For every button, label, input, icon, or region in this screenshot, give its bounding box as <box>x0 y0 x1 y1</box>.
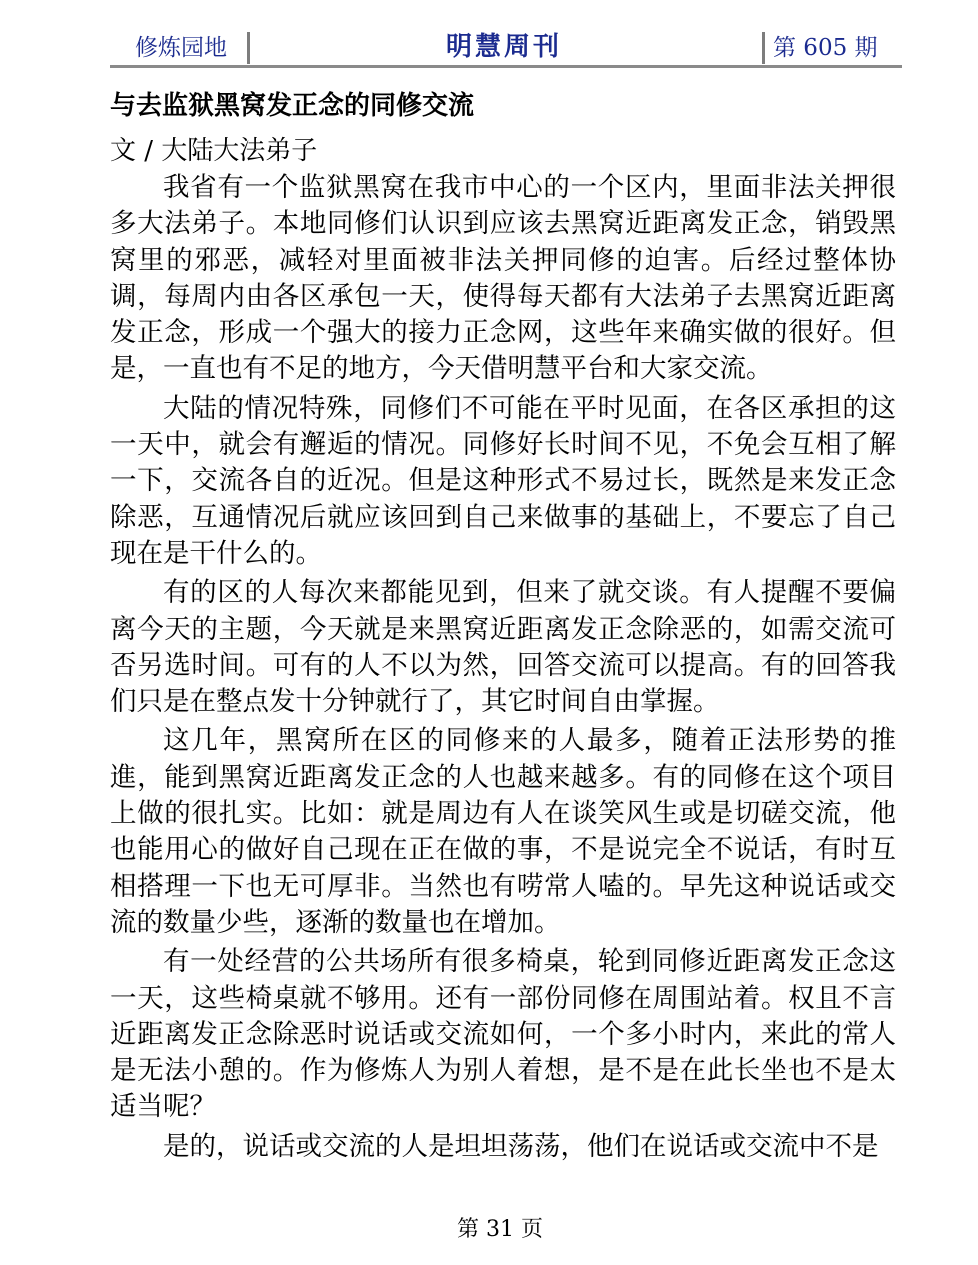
publication-title: 明慧周刊 <box>445 32 562 62</box>
article-byline: 文 / 大陆大法弟子 <box>110 136 318 166</box>
article-paragraph: 有的区的人每次来都能见到，但来了就交谈。有人提醒不要偏离今天的主题，今天就是来黑窝近距离发正念除恶的，如需交流可否另选时间。可有的人不以为然，回答交流可以提高。有的回答我们只是在整点发十分钟就行了，其它时间自由掌握。 <box>110 577 896 718</box>
issue-number: 第 605 期 <box>773 35 878 61</box>
article-paragraph: 我省有一个监狱黑窝在我市中心的一个区内，里面非法关押很多大法弟子。本地同修们认识到应该去黑窝近距离发正念，销毁黑窝里的邪恶，减轻对里面被非法关押同修的迫害。后经过整体协调，每周内由各区承包一天，使得每天都有大法弟子去黑窝近距离发正念，形成一个强大的接力正念网，这些年来确实做的很好。但是，一直也有不足的地方，今天借明慧平台和大家交流。 <box>110 172 896 385</box>
article-paragraph: 这几年，黑窝所在区的同修来的人最多，随着正法形势的推進，能到黑窝近距离发正念的人也越来越多。有的同修在这个项目上做的很扎实。比如：就是周边有人在谈笑风生或是切磋交流，他也能用心的做好自己现在正在做的事，不是说完全不说话，有时互相搭理一下也无可厚非。当然也有唠常人嗑的。早先这种说话或交流的数量少些，逐渐的数量也在增加。 <box>110 725 896 938</box>
article-paragraph: 有一处经营的公共场所有很多椅桌，轮到同修近距离发正念这一天，这些椅桌就不够用。还有一部份同修在周围站着。权且不言近距离发正念除恶时说话或交流如何，一个多小时内，来此的常人是无法小憩的。作为修炼人为别人着想，是不是在此长坐也不是太适当呢？ <box>110 946 896 1123</box>
header-divider-right <box>762 32 765 64</box>
article-title: 与去监狱黑窝发正念的同修交流 <box>110 91 475 121</box>
section-name: 修炼园地 <box>135 35 227 61</box>
header-rule <box>110 65 902 68</box>
page-header <box>110 28 902 64</box>
page-number: 第 31 页 <box>457 1217 543 1242</box>
article-paragraph: 大陆的情况特殊，同修们不可能在平时见面，在各区承担的这一天中，就会有邂逅的情况。同修好长时间不见，不免会互相了解一下，交流各自的近况。但是这种形式不易过长，既然是来发正念除恶，互通情况后就应该回到自己来做事的基础上，不要忘了自己现在是干什么的。 <box>110 392 896 569</box>
article-paragraph: 是的，说话或交流的人是坦坦荡荡，他们在说话或交流中不是 <box>163 1130 879 1162</box>
header-divider-left <box>247 32 250 64</box>
article <box>110 86 896 1168</box>
